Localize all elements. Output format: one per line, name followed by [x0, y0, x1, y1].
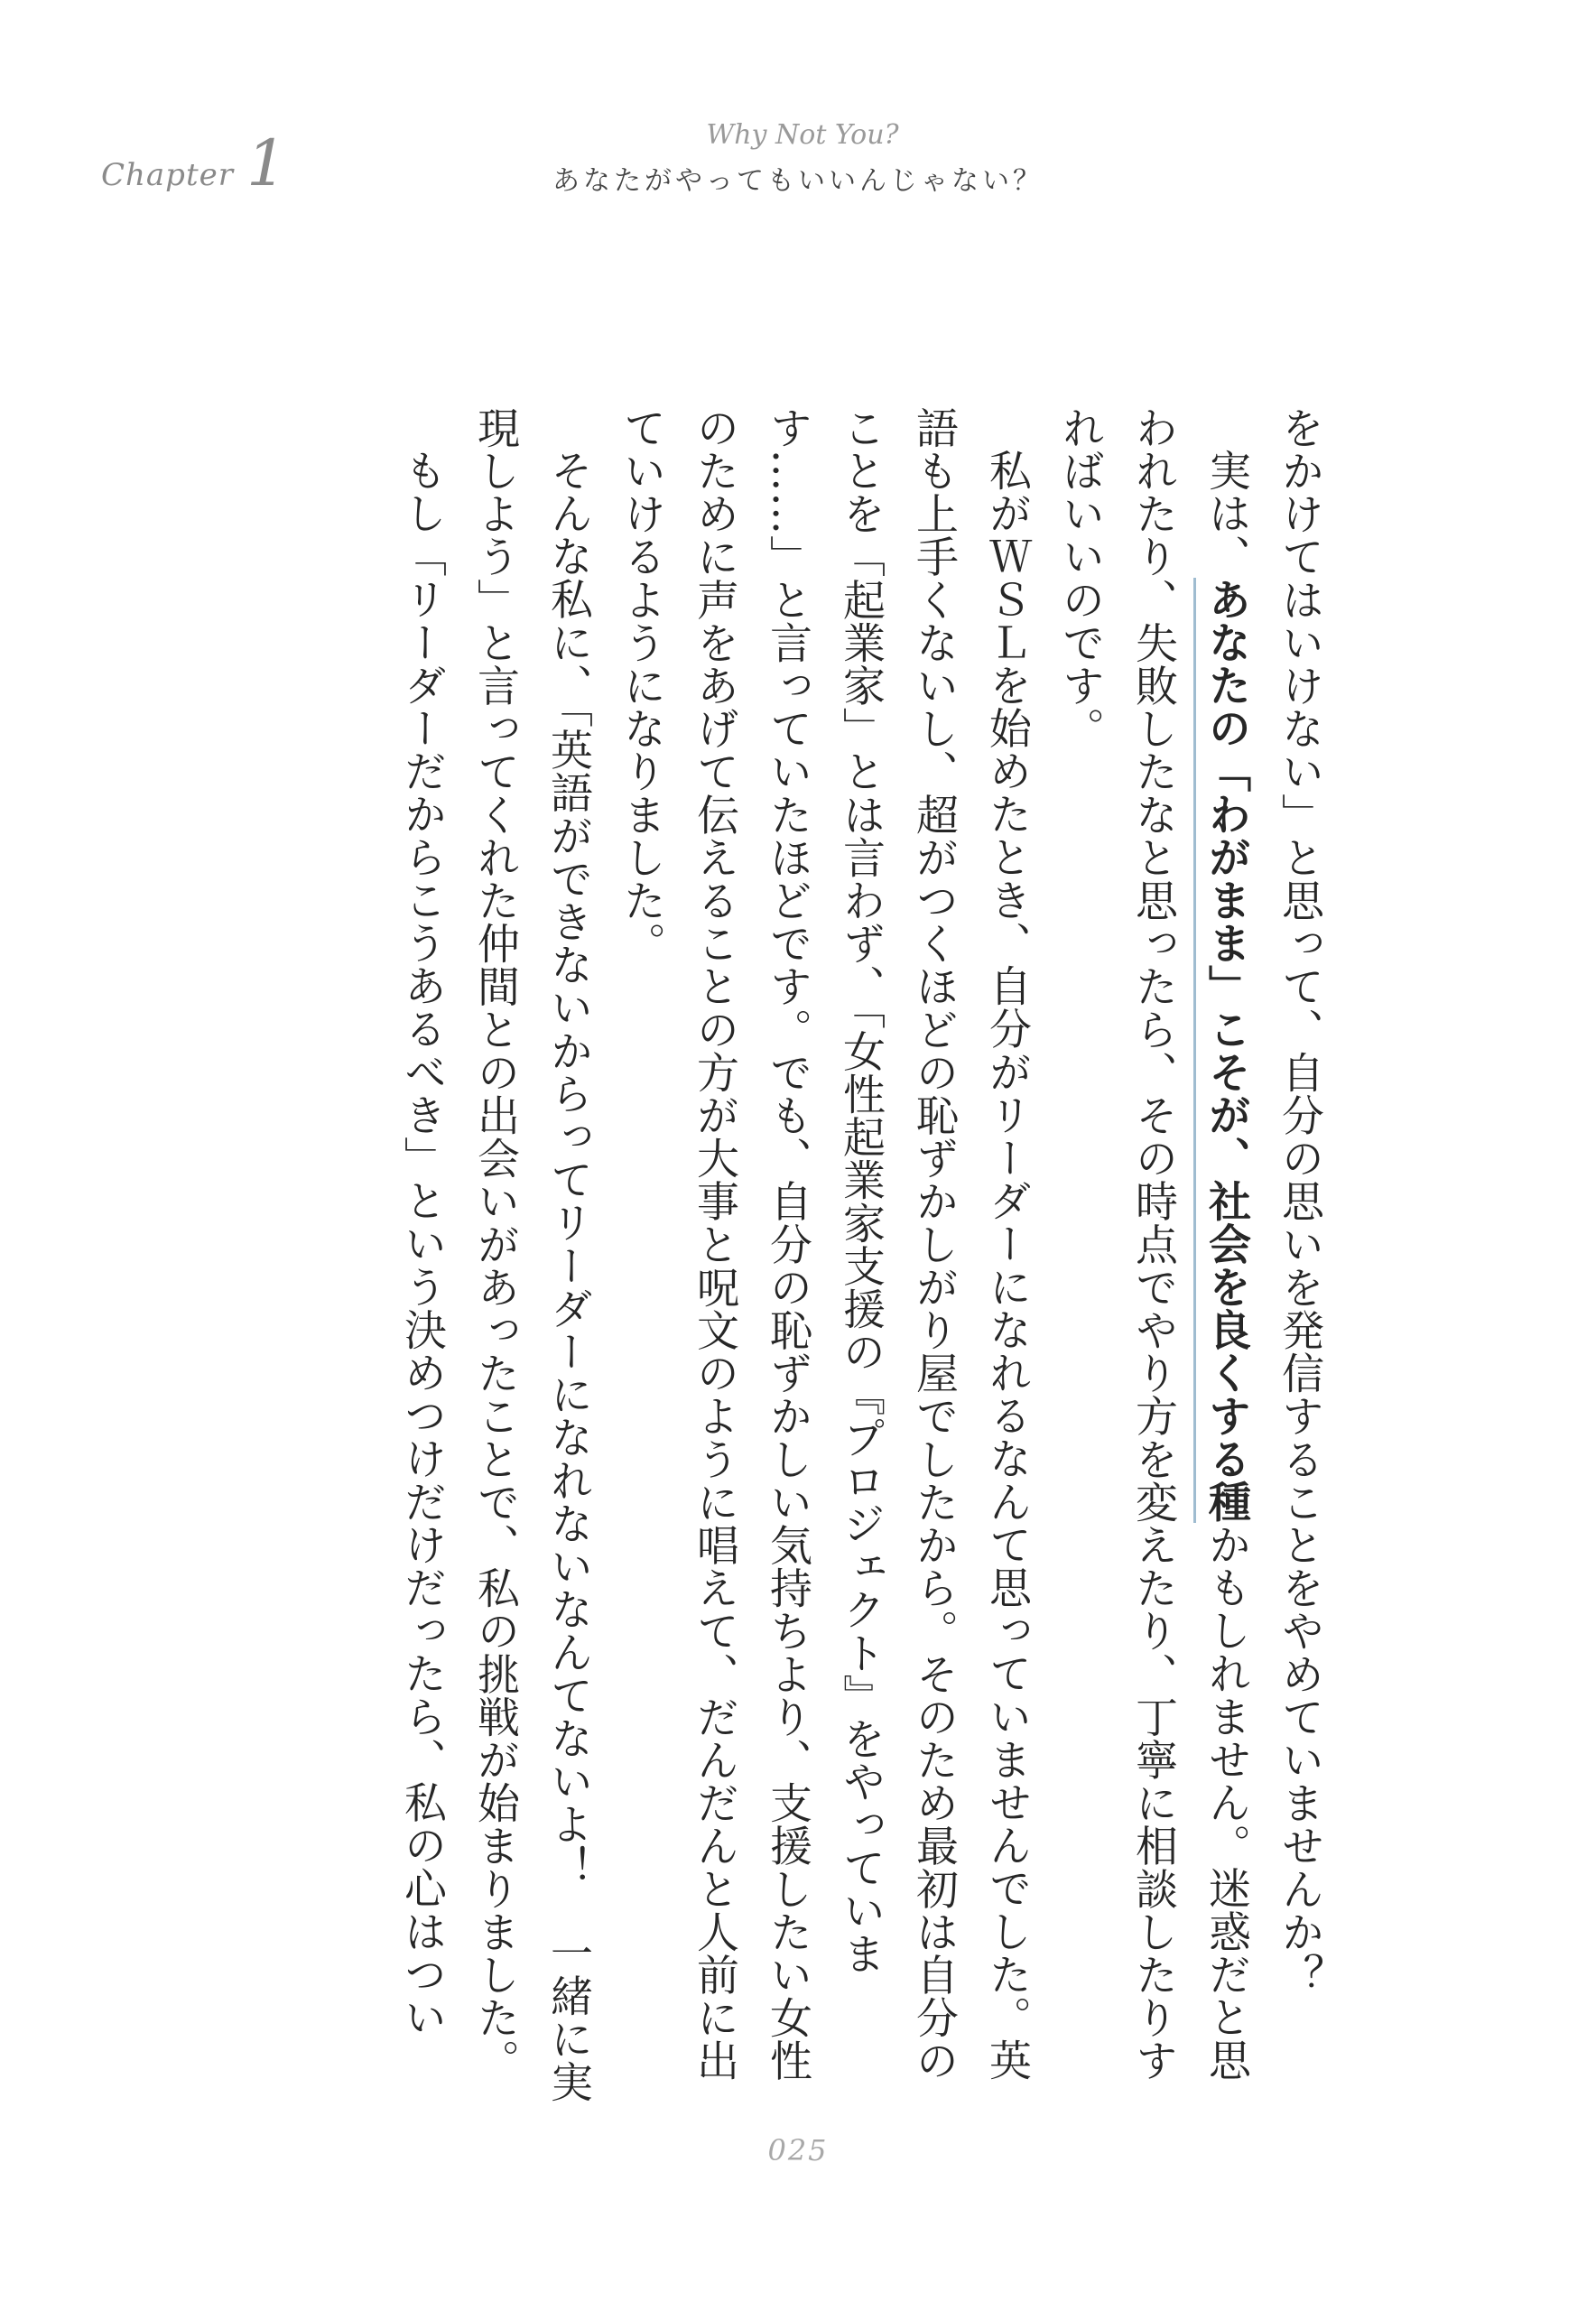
paragraph-text: かもしれません。迷惑だと思われたり、失敗したなと思ったら、その時点でやり方を変えたり、丁寧に相談したりすればいいのです。 — [1055, 406, 1251, 2083]
vertical-body-text — [385, 406, 1336, 2121]
running-header-english: Why Not You? — [706, 119, 899, 151]
paragraph — [459, 406, 605, 2121]
paragraph — [1044, 406, 1263, 2121]
emphasized-phrase: あなたの「わがまま」こそが、社会を良くする種 — [1193, 578, 1251, 1523]
paragraph-text: 私がＷＳＬを始めたとき、自分がリーダーになれるなんて思っていませんでした。英語も上手くないし、超がつくほどの恥ずかしがり屋でしたから。そのため最初は自分のことを「起業家」とは言わず、「女性起業家支援の『プロジェクト』をやっています……」と言っていたほどです。でも、自分の恥ずかしい気持ちより、支援したい女性のために声をあげて伝えることの方が大事と呪文のように唱えて、だんだんと人前に出ていけるようになりました。 — [617, 406, 1032, 2083]
chapter-word: Chapter — [101, 157, 234, 193]
running-header — [0, 119, 1596, 198]
paragraph-text: もし「リーダーだからこうあるべき」という決めつけだけだったら、私の心はつい — [397, 449, 447, 2039]
paragraph-text: 実は、 — [1202, 449, 1251, 578]
paragraph-text: をかけてはいけない」と思って、自分の思いを発信することをやめていませんか？ — [1275, 406, 1324, 1997]
paragraph — [605, 406, 1044, 2121]
chapter-number: 1 — [246, 126, 287, 200]
running-header-japanese: あなたがやってもいいんじゃない？ — [552, 165, 1044, 197]
paragraph — [385, 406, 459, 2121]
page-number: 025 — [767, 2133, 829, 2167]
paragraph-text: そんな私に、「英語ができないからってリーダーになれないなんてないよ！ 一緒に実現しよう」と言ってくれた仲間との出会いがあったことで、私の挑戦が始まりました。 — [470, 406, 593, 2103]
paragraph — [1263, 406, 1336, 2121]
